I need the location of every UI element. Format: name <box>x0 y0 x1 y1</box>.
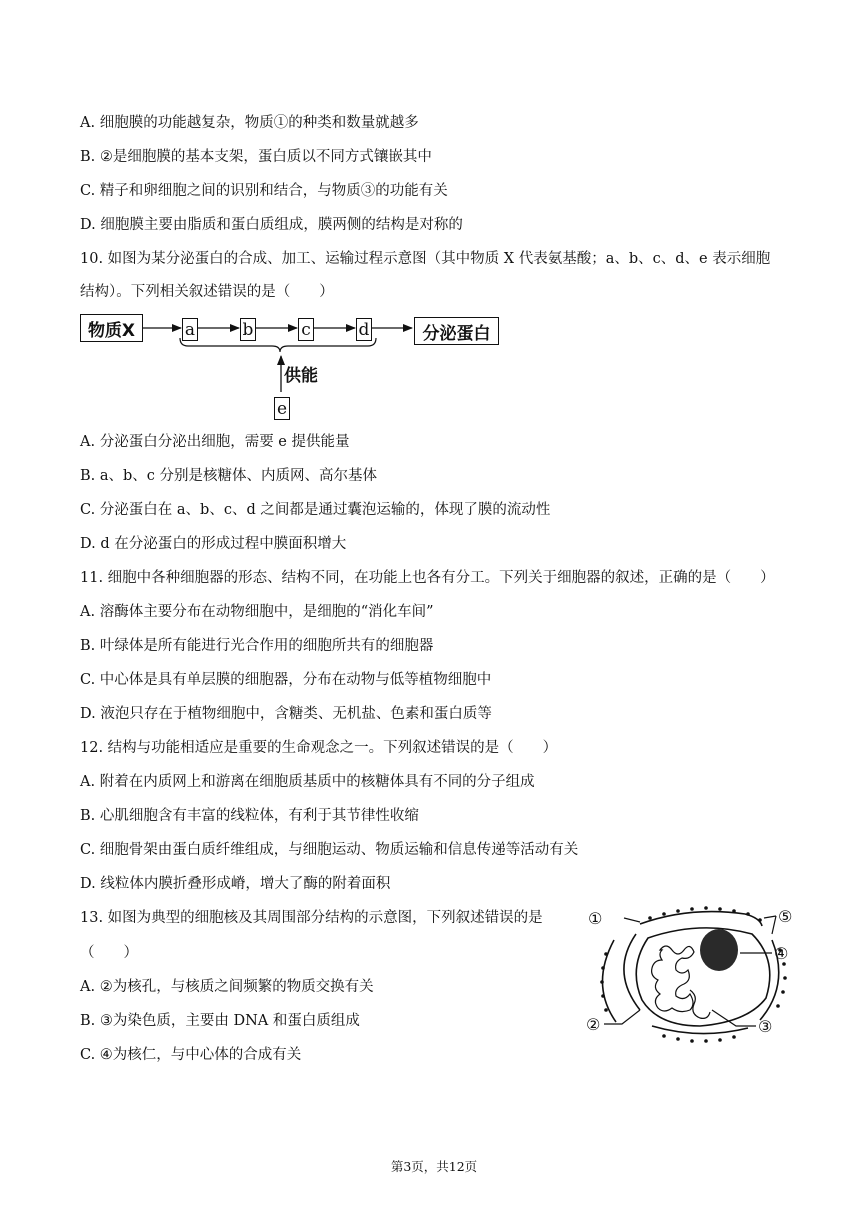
outer-membrane-bottom <box>652 1026 748 1034</box>
q13-option-c: C. ④为核仁，与中心体的合成有关 <box>80 1047 302 1063</box>
figure-label-3: ③ <box>758 1017 773 1036</box>
leader-1 <box>624 918 640 922</box>
q10-stem-line2: 结构）。下列相关叙述错误的是（ ） <box>80 284 334 300</box>
q13-stem-line1: 13. 如图为典型的细胞核及其周围部分结构的示意图，下列叙述错误的是 <box>80 910 543 926</box>
q12-option-b: B. 心肌细胞含有丰富的线粒体，有利于其节律性收缩 <box>80 808 419 824</box>
figure-label-1: ① <box>588 909 603 928</box>
q12-option-a: A. 附着在内质网上和游离在细胞质基质中的核糖体具有不同的分子组成 <box>80 774 535 790</box>
outer-membrane-left <box>624 934 640 1010</box>
q10-option-c: C. 分泌蛋白在 a、b、c、d 之间都是通过囊泡运输的，体现了膜的流动性 <box>80 502 551 518</box>
chromatin <box>652 946 694 1012</box>
step-box-a: a <box>182 318 198 341</box>
secretory-protein-box: 分泌蛋白 <box>414 317 499 345</box>
q10-option-d: D. d 在分泌蛋白的形成过程中膜面积增大 <box>80 536 347 552</box>
q13-stem-line2: （ ） <box>80 945 138 961</box>
step-box-b: b <box>240 318 256 341</box>
material-x-box: 物质X <box>80 314 143 342</box>
q11-option-a: A. 溶酶体主要分布在动物细胞中，是细胞的“消化车间” <box>80 604 434 620</box>
q9-option-b: B. ②是细胞膜的基本支架，蛋白质以不同方式镶嵌其中 <box>80 149 432 165</box>
q12-stem: 12. 结构与功能相适应是重要的生命观念之一。下列叙述错误的是（ ） <box>80 740 558 756</box>
step-box-d: d <box>356 318 372 341</box>
outer-membrane-top <box>640 912 762 926</box>
q9-option-a: A. 细胞膜的功能越复杂，物质①的种类和数量就越多 <box>80 115 419 131</box>
q11-option-c: C. 中心体是具有单层膜的细胞器，分布在动物与低等植物细胞中 <box>80 672 492 688</box>
q11-stem: 11. 细胞中各种细胞器的形态、结构不同，在功能上也各有分工。下列关于细胞器的叙述，正确的是（ ） <box>80 570 775 586</box>
q9-option-d: D. 细胞膜主要由脂质和蛋白质组成，膜两侧的结构是对称的 <box>80 217 463 233</box>
q11-option-b: B. 叶绿体是所有能进行光合作用的细胞所共有的细胞器 <box>80 638 434 654</box>
nucleolus <box>700 929 738 971</box>
step-box-c: c <box>298 318 314 341</box>
q13-option-b: B. ③为染色质，主要由 DNA 和蛋白质组成 <box>80 1013 360 1029</box>
q12-option-d: D. 线粒体内膜折叠形成嵴，增大了酶的附着面积 <box>80 876 391 892</box>
q10-option-b: B. a、b、c 分别是核糖体、内质网、高尔基体 <box>80 468 378 484</box>
figure-label-5: ⑤ <box>778 907 793 926</box>
figure-label-4: ④ <box>774 944 789 963</box>
q11-option-d: D. 液泡只存在于植物细胞中，含糖类、无机盐、色素和蛋白质等 <box>80 706 492 722</box>
q10-stem-line1: 10. 如图为某分泌蛋白的合成、加工、运输过程示意图（其中物质 X 代表氨基酸；a、b、c、d、e 表示细胞 <box>80 251 771 267</box>
q9-option-c: C. 精子和卵细胞之间的识别和结合，与物质③的功能有关 <box>80 183 448 199</box>
q13-option-a: A. ②为核孔，与核质之间频繁的物质交换有关 <box>80 979 374 995</box>
q10-option-a: A. 分泌蛋白分泌出细胞，需要 e 提供能量 <box>80 434 350 450</box>
energy-label: 供能 <box>284 366 318 386</box>
leader-5a <box>764 916 776 918</box>
page-footer: 第3页，共12页 <box>390 1159 478 1174</box>
leader-5b <box>772 916 776 934</box>
q12-option-c: C. 细胞骨架由蛋白质纤维组成，与细胞运动、物质运输和信息传递等活动有关 <box>80 842 579 858</box>
figure-label-2: ② <box>586 1015 601 1034</box>
energy-source-box-e: e <box>274 397 290 420</box>
